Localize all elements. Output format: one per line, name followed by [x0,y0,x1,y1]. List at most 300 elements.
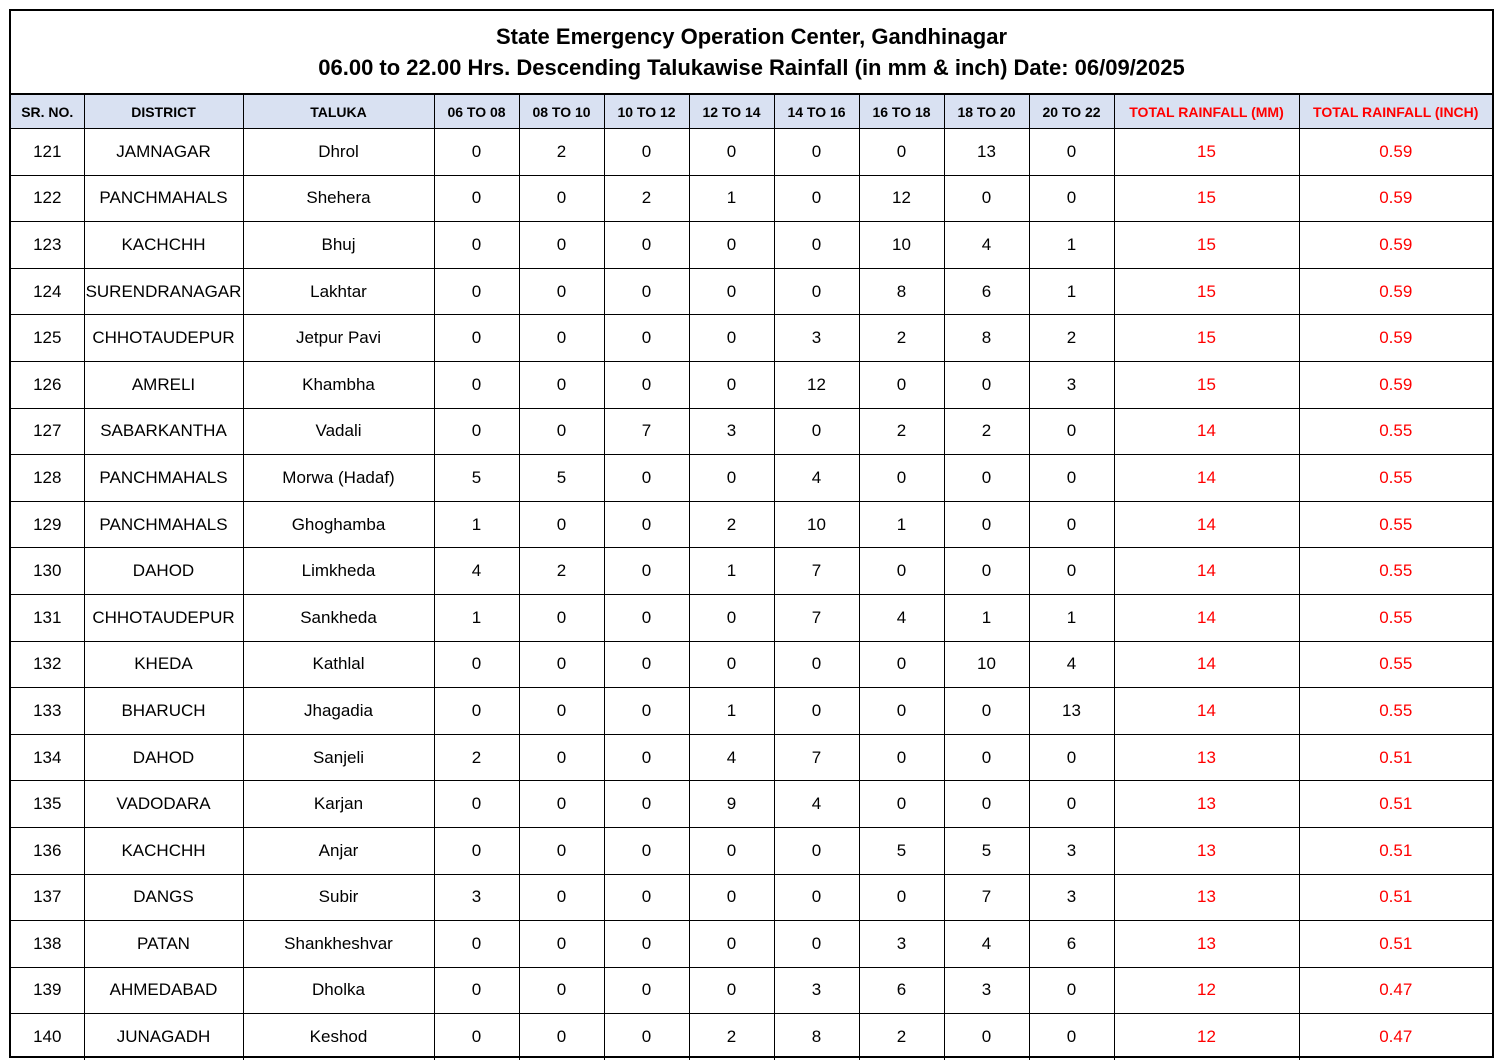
cell-slot-rainfall: 0 [604,548,689,595]
table-row [11,268,1492,315]
cell-slot-rainfall: 0 [859,874,944,921]
cell-sr-no: 124 [11,268,84,315]
cell-district: KACHCHH [84,222,243,269]
header-slot-16-18: 16 TO 18 [859,95,944,129]
cell-slot-rainfall: 0 [944,175,1029,222]
cell-total-mm: 14 [1114,455,1299,502]
cell-district: PANCHMAHALS [84,501,243,548]
cell-sr-no: 122 [11,175,84,222]
cell-total-mm: 15 [1114,129,1299,176]
cell-taluka: Sanjeli [243,734,434,781]
cell-total-inch: 0.59 [1299,222,1492,269]
cell-total-inch: 0.47 [1299,1014,1492,1060]
cell-slot-rainfall: 0 [519,594,604,641]
cell-sr-no: 130 [11,548,84,595]
cell-district: BHARUCH [84,688,243,735]
header-slot-10-12: 10 TO 12 [604,95,689,129]
cell-slot-rainfall: 0 [859,688,944,735]
cell-slot-rainfall: 0 [944,781,1029,828]
cell-total-inch: 0.55 [1299,688,1492,735]
cell-total-inch: 0.59 [1299,175,1492,222]
cell-slot-rainfall: 2 [689,1014,774,1060]
cell-slot-rainfall: 0 [859,548,944,595]
cell-slot-rainfall: 5 [944,827,1029,874]
cell-total-inch: 0.55 [1299,455,1492,502]
cell-slot-rainfall: 10 [944,641,1029,688]
cell-slot-rainfall: 0 [689,455,774,502]
cell-taluka: Morwa (Hadaf) [243,455,434,502]
cell-slot-rainfall: 2 [519,548,604,595]
cell-slot-rainfall: 3 [689,408,774,455]
cell-district: SABARKANTHA [84,408,243,455]
cell-slot-rainfall: 5 [434,455,519,502]
cell-sr-no: 136 [11,827,84,874]
cell-slot-rainfall: 6 [1029,921,1114,968]
cell-taluka: Khambha [243,361,434,408]
cell-slot-rainfall: 0 [434,408,519,455]
cell-slot-rainfall: 0 [774,827,859,874]
cell-slot-rainfall: 1 [689,548,774,595]
cell-slot-rainfall: 2 [689,501,774,548]
header-slot-20-22: 20 TO 22 [1029,95,1114,129]
header-slot-08-10: 08 TO 10 [519,95,604,129]
cell-slot-rainfall: 5 [859,827,944,874]
header-slot-06-08: 06 TO 08 [434,95,519,129]
cell-slot-rainfall: 1 [689,175,774,222]
cell-slot-rainfall: 0 [604,315,689,362]
cell-sr-no: 131 [11,594,84,641]
cell-slot-rainfall: 1 [1029,268,1114,315]
cell-slot-rainfall: 7 [774,548,859,595]
cell-taluka: Bhuj [243,222,434,269]
cell-district: PANCHMAHALS [84,455,243,502]
cell-slot-rainfall: 0 [859,781,944,828]
cell-slot-rainfall: 4 [774,455,859,502]
cell-total-mm: 15 [1114,222,1299,269]
table-row [11,734,1492,781]
cell-slot-rainfall: 0 [774,641,859,688]
cell-district: AMRELI [84,361,243,408]
cell-total-inch: 0.59 [1299,361,1492,408]
cell-slot-rainfall: 3 [1029,827,1114,874]
cell-slot-rainfall: 2 [1029,315,1114,362]
cell-sr-no: 127 [11,408,84,455]
cell-slot-rainfall: 0 [604,222,689,269]
cell-slot-rainfall: 0 [519,315,604,362]
cell-slot-rainfall: 3 [774,967,859,1014]
cell-taluka: Keshod [243,1014,434,1060]
cell-taluka: Jetpur Pavi [243,315,434,362]
cell-slot-rainfall: 0 [1029,408,1114,455]
cell-slot-rainfall: 0 [774,874,859,921]
header-sr-no: SR. NO. [11,95,84,129]
cell-slot-rainfall: 0 [519,688,604,735]
cell-slot-rainfall: 0 [604,268,689,315]
cell-total-mm: 14 [1114,501,1299,548]
header-taluka: TALUKA [243,95,434,129]
cell-slot-rainfall: 0 [774,129,859,176]
cell-slot-rainfall: 1 [689,688,774,735]
cell-taluka: Shehera [243,175,434,222]
cell-slot-rainfall: 0 [604,641,689,688]
cell-taluka: Limkheda [243,548,434,595]
cell-total-mm: 13 [1114,827,1299,874]
cell-district: DAHOD [84,734,243,781]
cell-slot-rainfall: 2 [859,315,944,362]
report-title-line-2: 06.00 to 22.00 Hrs. Descending Talukawise Rainfall (in mm & inch) Date: 06/09/2025 [318,55,1185,80]
cell-slot-rainfall: 0 [519,781,604,828]
cell-district: DANGS [84,874,243,921]
rainfall-table [11,95,1492,1060]
cell-slot-rainfall: 7 [774,594,859,641]
cell-slot-rainfall: 1 [434,594,519,641]
cell-slot-rainfall: 0 [604,361,689,408]
cell-slot-rainfall: 0 [1029,734,1114,781]
cell-sr-no: 121 [11,129,84,176]
report-title [11,11,1492,95]
cell-district: KHEDA [84,641,243,688]
cell-total-inch: 0.55 [1299,501,1492,548]
table-row [11,408,1492,455]
cell-slot-rainfall: 0 [434,921,519,968]
cell-slot-rainfall: 2 [434,734,519,781]
cell-slot-rainfall: 4 [1029,641,1114,688]
cell-district: AHMEDABAD [84,967,243,1014]
cell-slot-rainfall: 0 [689,361,774,408]
cell-slot-rainfall: 0 [689,641,774,688]
cell-slot-rainfall: 0 [944,501,1029,548]
cell-total-inch: 0.59 [1299,315,1492,362]
cell-district: VADODARA [84,781,243,828]
cell-total-mm: 15 [1114,315,1299,362]
cell-slot-rainfall: 0 [944,1014,1029,1060]
cell-slot-rainfall: 0 [689,874,774,921]
cell-slot-rainfall: 0 [434,129,519,176]
cell-slot-rainfall: 0 [944,361,1029,408]
cell-sr-no: 140 [11,1014,84,1060]
cell-slot-rainfall: 13 [1029,688,1114,735]
cell-sr-no: 123 [11,222,84,269]
header-district: DISTRICT [84,95,243,129]
header-slot-18-20: 18 TO 20 [944,95,1029,129]
cell-slot-rainfall: 0 [519,268,604,315]
cell-slot-rainfall: 0 [689,268,774,315]
cell-slot-rainfall: 8 [944,315,1029,362]
cell-total-inch: 0.47 [1299,967,1492,1014]
table-row [11,455,1492,502]
cell-taluka: Shankheshvar [243,921,434,968]
table-header-row [11,95,1492,129]
cell-slot-rainfall: 8 [774,1014,859,1060]
cell-slot-rainfall: 0 [774,268,859,315]
cell-slot-rainfall: 3 [944,967,1029,1014]
cell-slot-rainfall: 0 [434,1014,519,1060]
cell-slot-rainfall: 0 [519,361,604,408]
cell-slot-rainfall: 12 [774,361,859,408]
cell-district: JUNAGADH [84,1014,243,1060]
cell-slot-rainfall: 0 [434,688,519,735]
cell-slot-rainfall: 0 [519,827,604,874]
cell-slot-rainfall: 0 [944,734,1029,781]
cell-total-mm: 14 [1114,641,1299,688]
rainfall-report-sheet [9,9,1494,1058]
cell-slot-rainfall: 0 [689,222,774,269]
cell-slot-rainfall: 6 [859,967,944,1014]
cell-slot-rainfall: 0 [859,641,944,688]
cell-total-mm: 12 [1114,967,1299,1014]
cell-slot-rainfall: 10 [859,222,944,269]
cell-total-inch: 0.51 [1299,874,1492,921]
cell-slot-rainfall: 0 [604,781,689,828]
cell-slot-rainfall: 0 [434,827,519,874]
cell-total-mm: 14 [1114,408,1299,455]
table-row [11,641,1492,688]
table-row [11,594,1492,641]
cell-slot-rainfall: 0 [689,315,774,362]
cell-taluka: Dholka [243,967,434,1014]
cell-district: CHHOTAUDEPUR [84,594,243,641]
cell-slot-rainfall: 9 [689,781,774,828]
table-body [11,129,1492,1060]
cell-slot-rainfall: 0 [434,268,519,315]
cell-slot-rainfall: 10 [774,501,859,548]
cell-sr-no: 139 [11,967,84,1014]
cell-taluka: Ghoghamba [243,501,434,548]
cell-taluka: Kathlal [243,641,434,688]
cell-slot-rainfall: 0 [944,548,1029,595]
cell-slot-rainfall: 0 [434,967,519,1014]
cell-sr-no: 132 [11,641,84,688]
cell-slot-rainfall: 0 [604,1014,689,1060]
cell-slot-rainfall: 0 [604,967,689,1014]
cell-total-mm: 14 [1114,594,1299,641]
cell-district: PANCHMAHALS [84,175,243,222]
cell-slot-rainfall: 4 [774,781,859,828]
cell-slot-rainfall: 1 [434,501,519,548]
cell-slot-rainfall: 0 [689,594,774,641]
cell-slot-rainfall: 0 [519,175,604,222]
cell-slot-rainfall: 0 [519,967,604,1014]
cell-slot-rainfall: 2 [859,1014,944,1060]
cell-slot-rainfall: 2 [604,175,689,222]
table-row [11,361,1492,408]
table-row [11,781,1492,828]
cell-taluka: Dhrol [243,129,434,176]
cell-slot-rainfall: 0 [434,315,519,362]
cell-slot-rainfall: 1 [859,501,944,548]
cell-slot-rainfall: 0 [689,921,774,968]
cell-slot-rainfall: 0 [604,594,689,641]
cell-slot-rainfall: 0 [774,175,859,222]
cell-slot-rainfall: 0 [604,734,689,781]
cell-slot-rainfall: 0 [1029,175,1114,222]
cell-total-mm: 12 [1114,1014,1299,1060]
table-row [11,548,1492,595]
cell-slot-rainfall: 3 [1029,361,1114,408]
cell-slot-rainfall: 0 [1029,967,1114,1014]
cell-taluka: Subir [243,874,434,921]
cell-slot-rainfall: 0 [859,455,944,502]
cell-slot-rainfall: 0 [604,874,689,921]
cell-slot-rainfall: 0 [604,455,689,502]
cell-district: PATAN [84,921,243,968]
report-title-line-1: State Emergency Operation Center, Gandhinagar [495,24,1008,49]
cell-slot-rainfall: 3 [434,874,519,921]
table-row [11,222,1492,269]
cell-sr-no: 135 [11,781,84,828]
cell-slot-rainfall: 8 [859,268,944,315]
table-row [11,874,1492,921]
cell-slot-rainfall: 1 [944,594,1029,641]
cell-total-mm: 14 [1114,688,1299,735]
cell-slot-rainfall: 0 [1029,129,1114,176]
cell-slot-rainfall: 1 [1029,222,1114,269]
cell-slot-rainfall: 4 [944,921,1029,968]
cell-district: SURENDRANAGAR [84,268,243,315]
cell-slot-rainfall: 0 [519,734,604,781]
cell-total-inch: 0.51 [1299,827,1492,874]
table-row [11,501,1492,548]
cell-slot-rainfall: 2 [519,129,604,176]
table-row [11,1014,1492,1060]
cell-taluka: Sankheda [243,594,434,641]
cell-taluka: Anjar [243,827,434,874]
cell-slot-rainfall: 0 [944,455,1029,502]
cell-slot-rainfall: 0 [519,641,604,688]
cell-sr-no: 128 [11,455,84,502]
cell-slot-rainfall: 5 [519,455,604,502]
cell-total-inch: 0.55 [1299,594,1492,641]
cell-slot-rainfall: 7 [604,408,689,455]
cell-slot-rainfall: 0 [689,129,774,176]
cell-total-inch: 0.55 [1299,641,1492,688]
cell-total-inch: 0.59 [1299,129,1492,176]
table-row [11,315,1492,362]
cell-slot-rainfall: 0 [604,921,689,968]
header-slot-14-16: 14 TO 16 [774,95,859,129]
cell-district: JAMNAGAR [84,129,243,176]
cell-slot-rainfall: 0 [434,361,519,408]
cell-sr-no: 129 [11,501,84,548]
cell-slot-rainfall: 0 [519,501,604,548]
cell-total-mm: 15 [1114,175,1299,222]
cell-slot-rainfall: 0 [519,222,604,269]
cell-taluka: Vadali [243,408,434,455]
cell-slot-rainfall: 0 [774,921,859,968]
cell-total-mm: 13 [1114,734,1299,781]
cell-slot-rainfall: 0 [519,921,604,968]
cell-taluka: Karjan [243,781,434,828]
header-slot-12-14: 12 TO 14 [689,95,774,129]
cell-total-mm: 14 [1114,548,1299,595]
cell-slot-rainfall: 0 [604,688,689,735]
cell-slot-rainfall: 0 [434,222,519,269]
cell-sr-no: 133 [11,688,84,735]
cell-slot-rainfall: 0 [774,222,859,269]
cell-total-inch: 0.51 [1299,781,1492,828]
cell-slot-rainfall: 0 [944,688,1029,735]
cell-slot-rainfall: 0 [434,641,519,688]
cell-total-mm: 13 [1114,921,1299,968]
cell-slot-rainfall: 3 [1029,874,1114,921]
cell-slot-rainfall: 0 [604,129,689,176]
cell-total-mm: 15 [1114,268,1299,315]
cell-total-inch: 0.55 [1299,548,1492,595]
cell-slot-rainfall: 0 [1029,781,1114,828]
header-total-mm: TOTAL RAINFALL (MM) [1114,95,1299,129]
cell-total-mm: 13 [1114,874,1299,921]
cell-slot-rainfall: 0 [774,408,859,455]
cell-total-inch: 0.59 [1299,268,1492,315]
cell-slot-rainfall: 3 [859,921,944,968]
cell-district: DAHOD [84,548,243,595]
cell-district: CHHOTAUDEPUR [84,315,243,362]
table-row [11,827,1492,874]
cell-slot-rainfall: 2 [859,408,944,455]
table-row [11,129,1492,176]
cell-slot-rainfall: 0 [859,361,944,408]
cell-total-inch: 0.55 [1299,408,1492,455]
cell-slot-rainfall: 3 [774,315,859,362]
cell-slot-rainfall: 4 [859,594,944,641]
cell-slot-rainfall: 0 [519,408,604,455]
cell-district: KACHCHH [84,827,243,874]
cell-slot-rainfall: 0 [774,688,859,735]
cell-sr-no: 137 [11,874,84,921]
cell-slot-rainfall: 6 [944,268,1029,315]
cell-sr-no: 125 [11,315,84,362]
cell-taluka: Jhagadia [243,688,434,735]
cell-slot-rainfall: 13 [944,129,1029,176]
cell-slot-rainfall: 0 [434,781,519,828]
cell-slot-rainfall: 0 [859,129,944,176]
cell-slot-rainfall: 4 [689,734,774,781]
cell-slot-rainfall: 0 [434,175,519,222]
table-row [11,921,1492,968]
cell-slot-rainfall: 0 [1029,1014,1114,1060]
cell-slot-rainfall: 4 [944,222,1029,269]
cell-slot-rainfall: 0 [689,827,774,874]
cell-slot-rainfall: 0 [1029,501,1114,548]
table-row [11,967,1492,1014]
cell-slot-rainfall: 12 [859,175,944,222]
cell-slot-rainfall: 7 [944,874,1029,921]
cell-slot-rainfall: 0 [519,874,604,921]
cell-slot-rainfall: 0 [604,501,689,548]
cell-total-inch: 0.51 [1299,734,1492,781]
header-total-inch: TOTAL RAINFALL (INCH) [1299,95,1492,129]
cell-slot-rainfall: 0 [519,1014,604,1060]
table-row [11,688,1492,735]
cell-slot-rainfall: 7 [774,734,859,781]
cell-slot-rainfall: 2 [944,408,1029,455]
cell-total-inch: 0.51 [1299,921,1492,968]
cell-slot-rainfall: 1 [1029,594,1114,641]
cell-slot-rainfall: 0 [689,967,774,1014]
cell-slot-rainfall: 4 [434,548,519,595]
cell-sr-no: 134 [11,734,84,781]
cell-slot-rainfall: 0 [1029,455,1114,502]
cell-sr-no: 138 [11,921,84,968]
cell-sr-no: 126 [11,361,84,408]
cell-taluka: Lakhtar [243,268,434,315]
cell-slot-rainfall: 0 [1029,548,1114,595]
cell-total-mm: 15 [1114,361,1299,408]
cell-slot-rainfall: 0 [859,734,944,781]
cell-total-mm: 13 [1114,781,1299,828]
cell-slot-rainfall: 0 [604,827,689,874]
table-row [11,175,1492,222]
